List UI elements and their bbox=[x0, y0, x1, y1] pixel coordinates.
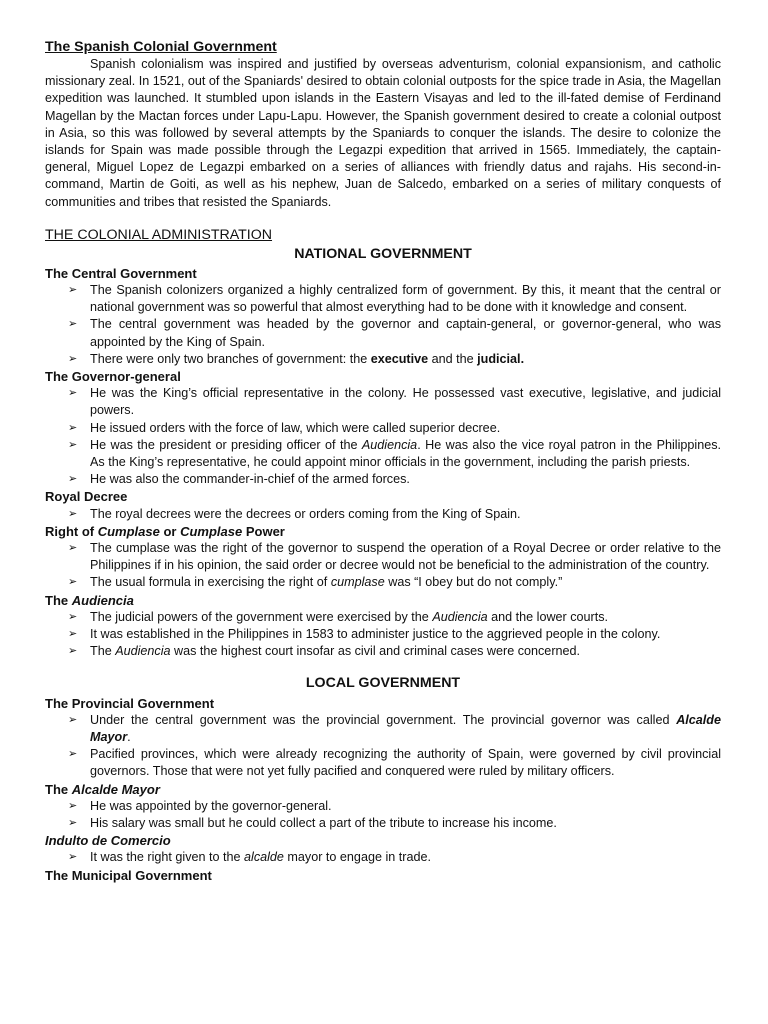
list-item: ➢ He was appointed by the governor-general. bbox=[90, 798, 721, 815]
arrow-bullet-icon: ➢ bbox=[68, 851, 78, 864]
central-government-list bbox=[45, 282, 721, 368]
list-item: ➢ The judicial powers of the government were exercised by the Audiencia and the lower courts. bbox=[90, 609, 721, 626]
arrow-bullet-icon: ➢ bbox=[68, 387, 78, 400]
arrow-bullet-icon: ➢ bbox=[68, 799, 78, 812]
provincial-government-heading: The Provincial Government bbox=[45, 695, 215, 711]
national-government-heading: NATIONAL GOVERNMENT bbox=[294, 245, 472, 262]
cumplase-heading: Right of Cumplase or Cumplase Power bbox=[45, 523, 285, 539]
arrow-bullet-icon: ➢ bbox=[68, 473, 78, 486]
list-item: ➢ The usual formula in exercising the right of cumplase was “I obey but do not comply.” bbox=[90, 574, 721, 591]
list-item: ➢ The royal decrees were the decrees or orders coming from the King of Spain. bbox=[90, 506, 721, 523]
arrow-bullet-icon: ➢ bbox=[68, 816, 78, 829]
municipal-government-heading: The Municipal Government bbox=[45, 867, 212, 883]
arrow-bullet-icon: ➢ bbox=[68, 713, 78, 726]
governor-general-list bbox=[45, 385, 721, 488]
list-item: ➢ The cumplase was the right of the governor to suspend the operation of a Royal Decree or order relative to the Philippines if in his opinion, the said order or decree would not be beneficial to the administration of the country. bbox=[68, 541, 721, 573]
royal-decree-list bbox=[45, 506, 721, 523]
list-item: ➢ The Audiencia was the highest court insofar as civil and criminal cases were concerned. bbox=[90, 643, 721, 660]
arrow-bullet-icon: ➢ bbox=[68, 576, 78, 589]
royal-decree-heading: Royal Decree bbox=[45, 489, 128, 505]
list-item: ➢ It was the right given to the alcalde mayor to engage in trade. bbox=[90, 849, 721, 866]
list-item: ➢ There were only two branches of government: the executive and the judicial. bbox=[90, 351, 721, 368]
cumplase-list bbox=[45, 540, 721, 592]
provincial-government-list bbox=[45, 712, 721, 781]
arrow-bullet-icon: ➢ bbox=[68, 628, 78, 641]
local-government-heading: LOCAL GOVERNMENT bbox=[305, 674, 461, 691]
list-item: ➢ He issued orders with the force of law, which were called superior decree. bbox=[90, 420, 721, 437]
arrow-bullet-icon: ➢ bbox=[68, 421, 78, 434]
arrow-bullet-icon: ➢ bbox=[68, 352, 78, 365]
list-item: ➢ The Spanish colonizers organized a highly centralized form of government. By this, it meant that the central or national government was so powerful that almost everything had to be done with it knowledge and consent. bbox=[68, 283, 721, 315]
list-item: ➢ He was also the commander-in-chief of the armed forces. bbox=[90, 471, 721, 488]
list-item: ➢ His salary was small but he could collect a part of the tribute to increase his income. bbox=[90, 815, 721, 832]
list-item: ➢ It was established in the Philippines in 1583 to administer justice to the aggrieved people in the colony. bbox=[90, 626, 721, 643]
list-item: ➢ He was the president or presiding officer of the Audiencia. He was also the vice royal patron in the Philippines. As the King’s representative, he could appoint minor officials in the government, including the parish priests. bbox=[68, 437, 722, 470]
intro-paragraph: Spanish colonialism was inspired and justified by overseas adventurism, colonial expansionism, and catholic missionary zeal. In 1521, out of the Spaniards' desired to obtain colonial outposts for the spice trade in Asia, the Magellan expedition was launched. It stumbled upon islands in the Eastern Visayas and led to the ill-fated demise of Ferdinand Magellan by the Mactan forces under Lapu-Lapu. However, the Spanish government desired to create a colonial outpost in Asia, so this was followed by several attempts by the Spaniards to conquer the islands. The desire to colonize the islands for Spain was made possible through the Legazpi expedition that arrived in 1565. Immediately, the captain-general, Miguel Lopez de Legazpi embarked on a series of alliances with friendly datus and rajahs. His second-in-command, Martin de Goiti, as well as his nephew, Juan de Salcedo, embarked on a series of military conquests of communities and tribes that resisted the Spaniards. bbox=[45, 57, 721, 209]
alcalde-mayor-heading: The Alcalde Mayor bbox=[45, 781, 160, 797]
list-item: ➢ Under the central government was the provincial government. The provincial governor was called Alcalde Mayor. bbox=[68, 712, 721, 744]
arrow-bullet-icon: ➢ bbox=[68, 284, 78, 297]
arrow-bullet-icon: ➢ bbox=[68, 507, 78, 520]
arrow-bullet-icon: ➢ bbox=[68, 438, 78, 451]
audiencia-heading: The Audiencia bbox=[45, 592, 134, 608]
central-government-heading: The Central Government bbox=[45, 265, 197, 281]
alcalde-mayor-list bbox=[45, 798, 721, 832]
indulto-de-comercio-list bbox=[45, 849, 721, 866]
arrow-bullet-icon: ➢ bbox=[68, 645, 78, 658]
document-title: The Spanish Colonial Government bbox=[45, 39, 277, 55]
list-item: ➢ The central government was headed by the governor and captain-general, or governor-general, who was appointed by the King of Spain. bbox=[68, 317, 721, 349]
indulto-de-comercio-heading: Indulto de Comercio bbox=[45, 833, 171, 849]
section-title: THE COLONIAL ADMINISTRATION bbox=[45, 226, 273, 243]
governor-general-heading: The Governor-general bbox=[45, 369, 181, 385]
arrow-bullet-icon: ➢ bbox=[68, 318, 78, 331]
list-item: ➢ Pacified provinces, which were already recognizing the authority of Spain, were governed by civil provincial governors. Those that were not yet fully pacified and conquered were ruled by military officers. bbox=[68, 747, 721, 779]
audiencia-list bbox=[45, 609, 721, 661]
arrow-bullet-icon: ➢ bbox=[68, 610, 78, 623]
list-item: ➢ He was the King’s official representative in the colony. He possessed vast executive, legislative, and judicial powers. bbox=[68, 386, 721, 418]
arrow-bullet-icon: ➢ bbox=[68, 748, 78, 761]
arrow-bullet-icon: ➢ bbox=[68, 542, 78, 555]
